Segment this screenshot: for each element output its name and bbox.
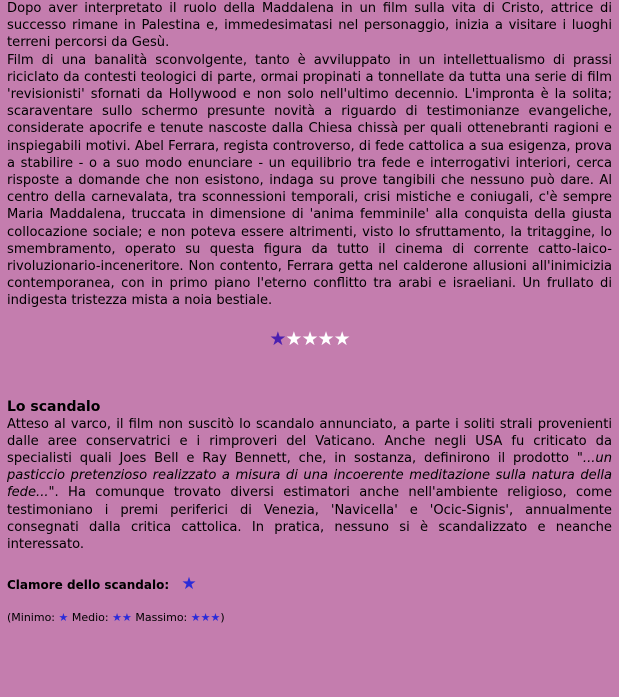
legend-open: (Minimo: [7, 611, 59, 625]
clamore-legend [7, 611, 612, 625]
rating-star-full-icon: ★ [269, 327, 286, 350]
rating-star-empty-icon: ★ [333, 327, 350, 350]
scandal-quote: ...un pasticcio pretenzioso realizzato a misura di una incoerente meditazione sulla natura della fede... [7, 451, 612, 501]
legend-minimo-star-icon: ★ [58, 611, 69, 625]
legend-medio-label: Medio: [68, 611, 113, 625]
clamore-star-icon: ★ [181, 574, 197, 595]
plot-paragraph: Dopo aver interpretato il ruolo della Maddalena in un film sulla vita di Cristo, attrice di successo rimane in Palestina e, immedesimatasi nel personaggio, inizia a visitare i luoghi terreni percorsi da Gesù. [7, 1, 612, 51]
rating-star-empty-icon: ★ [317, 327, 334, 350]
scandal-paragraph [7, 416, 612, 554]
legend-massimo-stars-icon: ★★★ [190, 611, 221, 625]
review-paragraph: Film di una banalità sconvolgente, tanto è avviluppato in un intellettualismo di prassi riciclato da contesti teologici di parte, ormai propinati a tonnellate da tutta una serie di film 'revisionisti' sfornati da Hollywood e non solo nell'ultimo decennio. L'impronta è la solita; scaraventare sullo schermo presunte novità a riguardo di testimonianze evangeliche, considerate apocrife e tenute nascoste dalla Chiesa chissà per quali ottenebranti ragioni e inspiegabili motivi. Abel Ferrara, regista controverso, di fede cattolica a sua esigenza, prova a stabilire - o a suo modo enunciare - un equilibrio tra fede e interrogativi interiori, cerca risposte a domande che non esistono, indaga su prove tangibili che nessuno può dare. Al centro della carnevalata, tra sconnessioni temporali, crisi mistiche e coniugali, c'è sempre Maria Maddalena, truccata in dimensione di 'anima femminile' alla conquista della giusta collocazione sociale; e non poteva essere altrimenti, visto lo sfruttamento, la tritaggine, lo smembramento, operato su questa figura da tutto il cinema di corrente catto-laico-rivoluzionario-inceneritore. Non contento, Ferrara getta nel calderone allusioni all'inimicizia contemporanea, con in primo piano l'eterno conflitto tra arabi e israeliani. Un frullato di indigesta tristezza mista a noia bestiale. [7, 52, 612, 309]
star-rating [7, 328, 612, 350]
legend-close: ) [220, 611, 225, 625]
scandal-text-before-quote: Atteso al varco, il film non suscitò lo scandalo annunciato, a parte i soliti strali provenienti dalle aree conservatrici e i rimproveri del Vaticano. Anche negli USA fu criticato da specialisti quali Joes Bell e Ray Bennett, che, in sostanza, definirono il prodotto " [7, 416, 612, 467]
section-title-scandalo: Lo scandalo [7, 398, 101, 415]
scandal-text-after-quote: ". Ha comunque trovato diversi estimatori anche nell'ambiente religioso, come testimoniano i premi periferici di Venezia, 'Navicella' e 'Ocic-Signis', annualmente consegnati dalla critica cattolica. In pratica, nessuno si è scandalizzato e neanche interessato. [7, 485, 612, 553]
rating-star-empty-icon: ★ [301, 327, 318, 350]
rating-star-empty-icon: ★ [285, 327, 302, 350]
legend-medio-stars-icon: ★★ [112, 611, 132, 625]
clamore-label: Clamore dello scandalo: [7, 578, 170, 593]
clamore-row [7, 575, 612, 594]
legend-massimo-label: Massimo: [131, 611, 191, 625]
